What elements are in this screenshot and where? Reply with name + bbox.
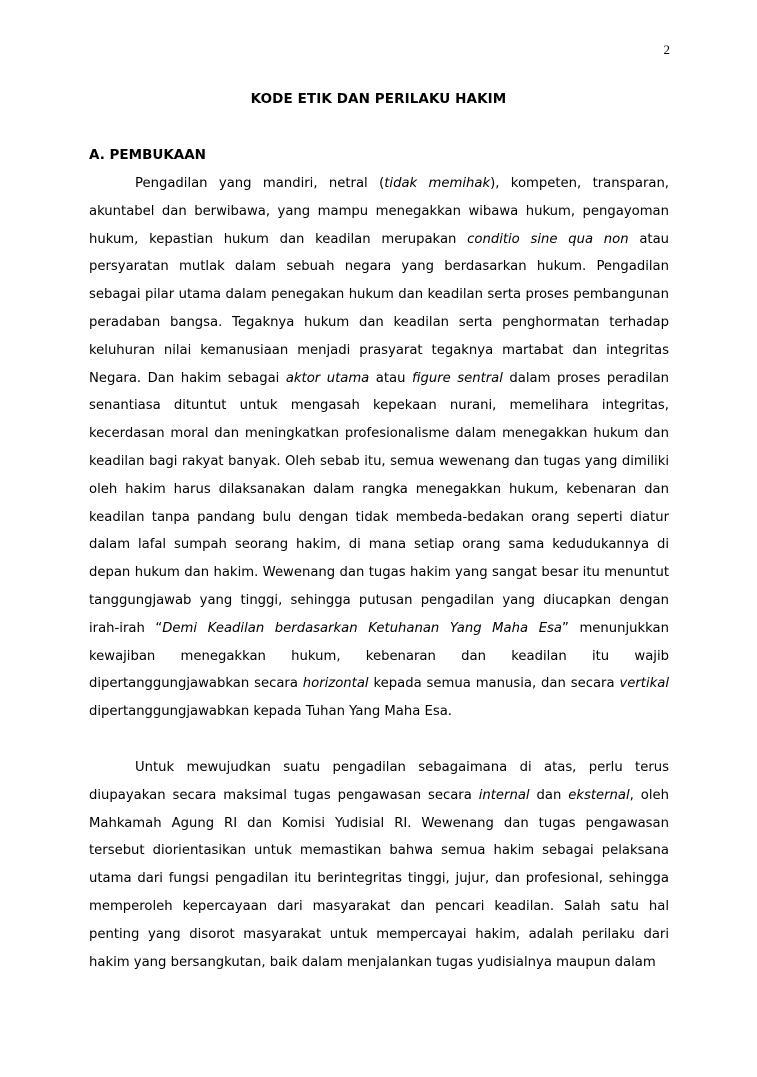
text-run: ” menunjukkan kewajiban menegakkan hukum, kebenaran dan keadilan itu wajib dipertanggungjawabkan secara bbox=[89, 620, 669, 692]
text-run: ), kompeten, transparan, akuntabel dan berwibawa, yang mampu menegakkan wibawa hukum, pengayoman hukum, kepastian hukum dan keadilan merupakan bbox=[89, 176, 669, 247]
text-run: atau persyaratan mutlak dalam sebuah negara yang berdasarkan hukum. Pengadilan sebagai pilar utama dalam penegakan hukum dan keadilan serta proses pembangunan peradaban bangsa. Tegaknya hukum dan keadilan serta penghormatan terhadap keluhuran nilai kemanusiaan menjadi prasyarat tegaknya martabat dan integritas Negara. Dan hakim sebagai bbox=[89, 231, 670, 386]
italic-text: vertikal bbox=[619, 676, 669, 692]
text-run: dipertanggungjawabkan kepada Tuhan Yang Maha Esa. bbox=[89, 704, 452, 720]
text-run: Pengadilan yang mandiri, netral ( bbox=[135, 176, 385, 191]
italic-text: conditio sine qua non bbox=[467, 231, 629, 247]
paragraph-1 bbox=[89, 170, 669, 726]
italic-text: internal bbox=[478, 787, 530, 803]
text-run: Untuk mewujudkan suatu pengadilan sebagaimana di atas, perlu terus diupayakan secara maksimal tugas pengawasan secara bbox=[89, 760, 669, 803]
italic-text: eksternal bbox=[568, 787, 630, 803]
italic-text: aktor utama bbox=[285, 370, 370, 386]
paragraph-2-text bbox=[89, 754, 669, 976]
italic-text: Demi Keadilan berdasarkan Ketuhanan Yang Maha Esa bbox=[162, 620, 562, 636]
text-run: , oleh Mahkamah Agung RI dan Komisi Yudisial RI. Wewenang dan tugas pengawasan tersebut diorientasikan untuk memastikan bahwa semua hakim sebagai pelaksana utama dari fungsi pengadilan itu berintegritas tinggi, jujur, dan profesional, sehingga memperoleh kepercayaan dari masyarakat dan pencari keadilan. Salah satu hal penting yang disorot masyarakat untuk mempercayai hakim, adalah perilaku dari hakim yang bersangkutan, baik dalam menjalankan tugas yudisialnya maupun dalam bbox=[89, 787, 669, 970]
text-run: dalam proses peradilan senantiasa dituntut untuk mengasah kepekaan nurani, memelihara integritas, kecerdasan moral dan meningkatkan profesionalisme dalam menegakkan hukum dan keadilan bagi rakyat banyak. Oleh sebab itu, semua wewenang dan tugas yang dimiliki oleh hakim harus dilaksanakan dalam rangka menegakkan hukum, kebenaran dan keadilan tanpa pandang bulu dengan tidak membeda-bedakan orang seperti diatur dalam lafal sumpah seorang hakim, di mana setiap orang sama kedudukannya di depan hukum dan hakim. Wewenang dan tugas hakim yang sangat besar itu menuntut tanggungjawab yang tinggi, sehingga putusan pengadilan yang diucapkan dengan irah-irah “ bbox=[89, 370, 670, 636]
text-run: dan bbox=[529, 787, 569, 803]
paragraph-2 bbox=[89, 754, 669, 976]
italic-text: horizontal bbox=[302, 676, 369, 692]
paragraph-1-text bbox=[89, 170, 669, 726]
document-title: KODE ETIK DAN PERILAKU HAKIM bbox=[250, 91, 507, 107]
italic-text: tidak memihak bbox=[384, 176, 491, 191]
page-number: 2 bbox=[663, 42, 670, 57]
italic-text: figure sentral bbox=[411, 370, 503, 386]
section-heading: A. PEMBUKAAN bbox=[89, 147, 206, 163]
text-run: kepada semua manusia, dan secara bbox=[368, 676, 620, 692]
text-run: atau bbox=[369, 370, 412, 386]
